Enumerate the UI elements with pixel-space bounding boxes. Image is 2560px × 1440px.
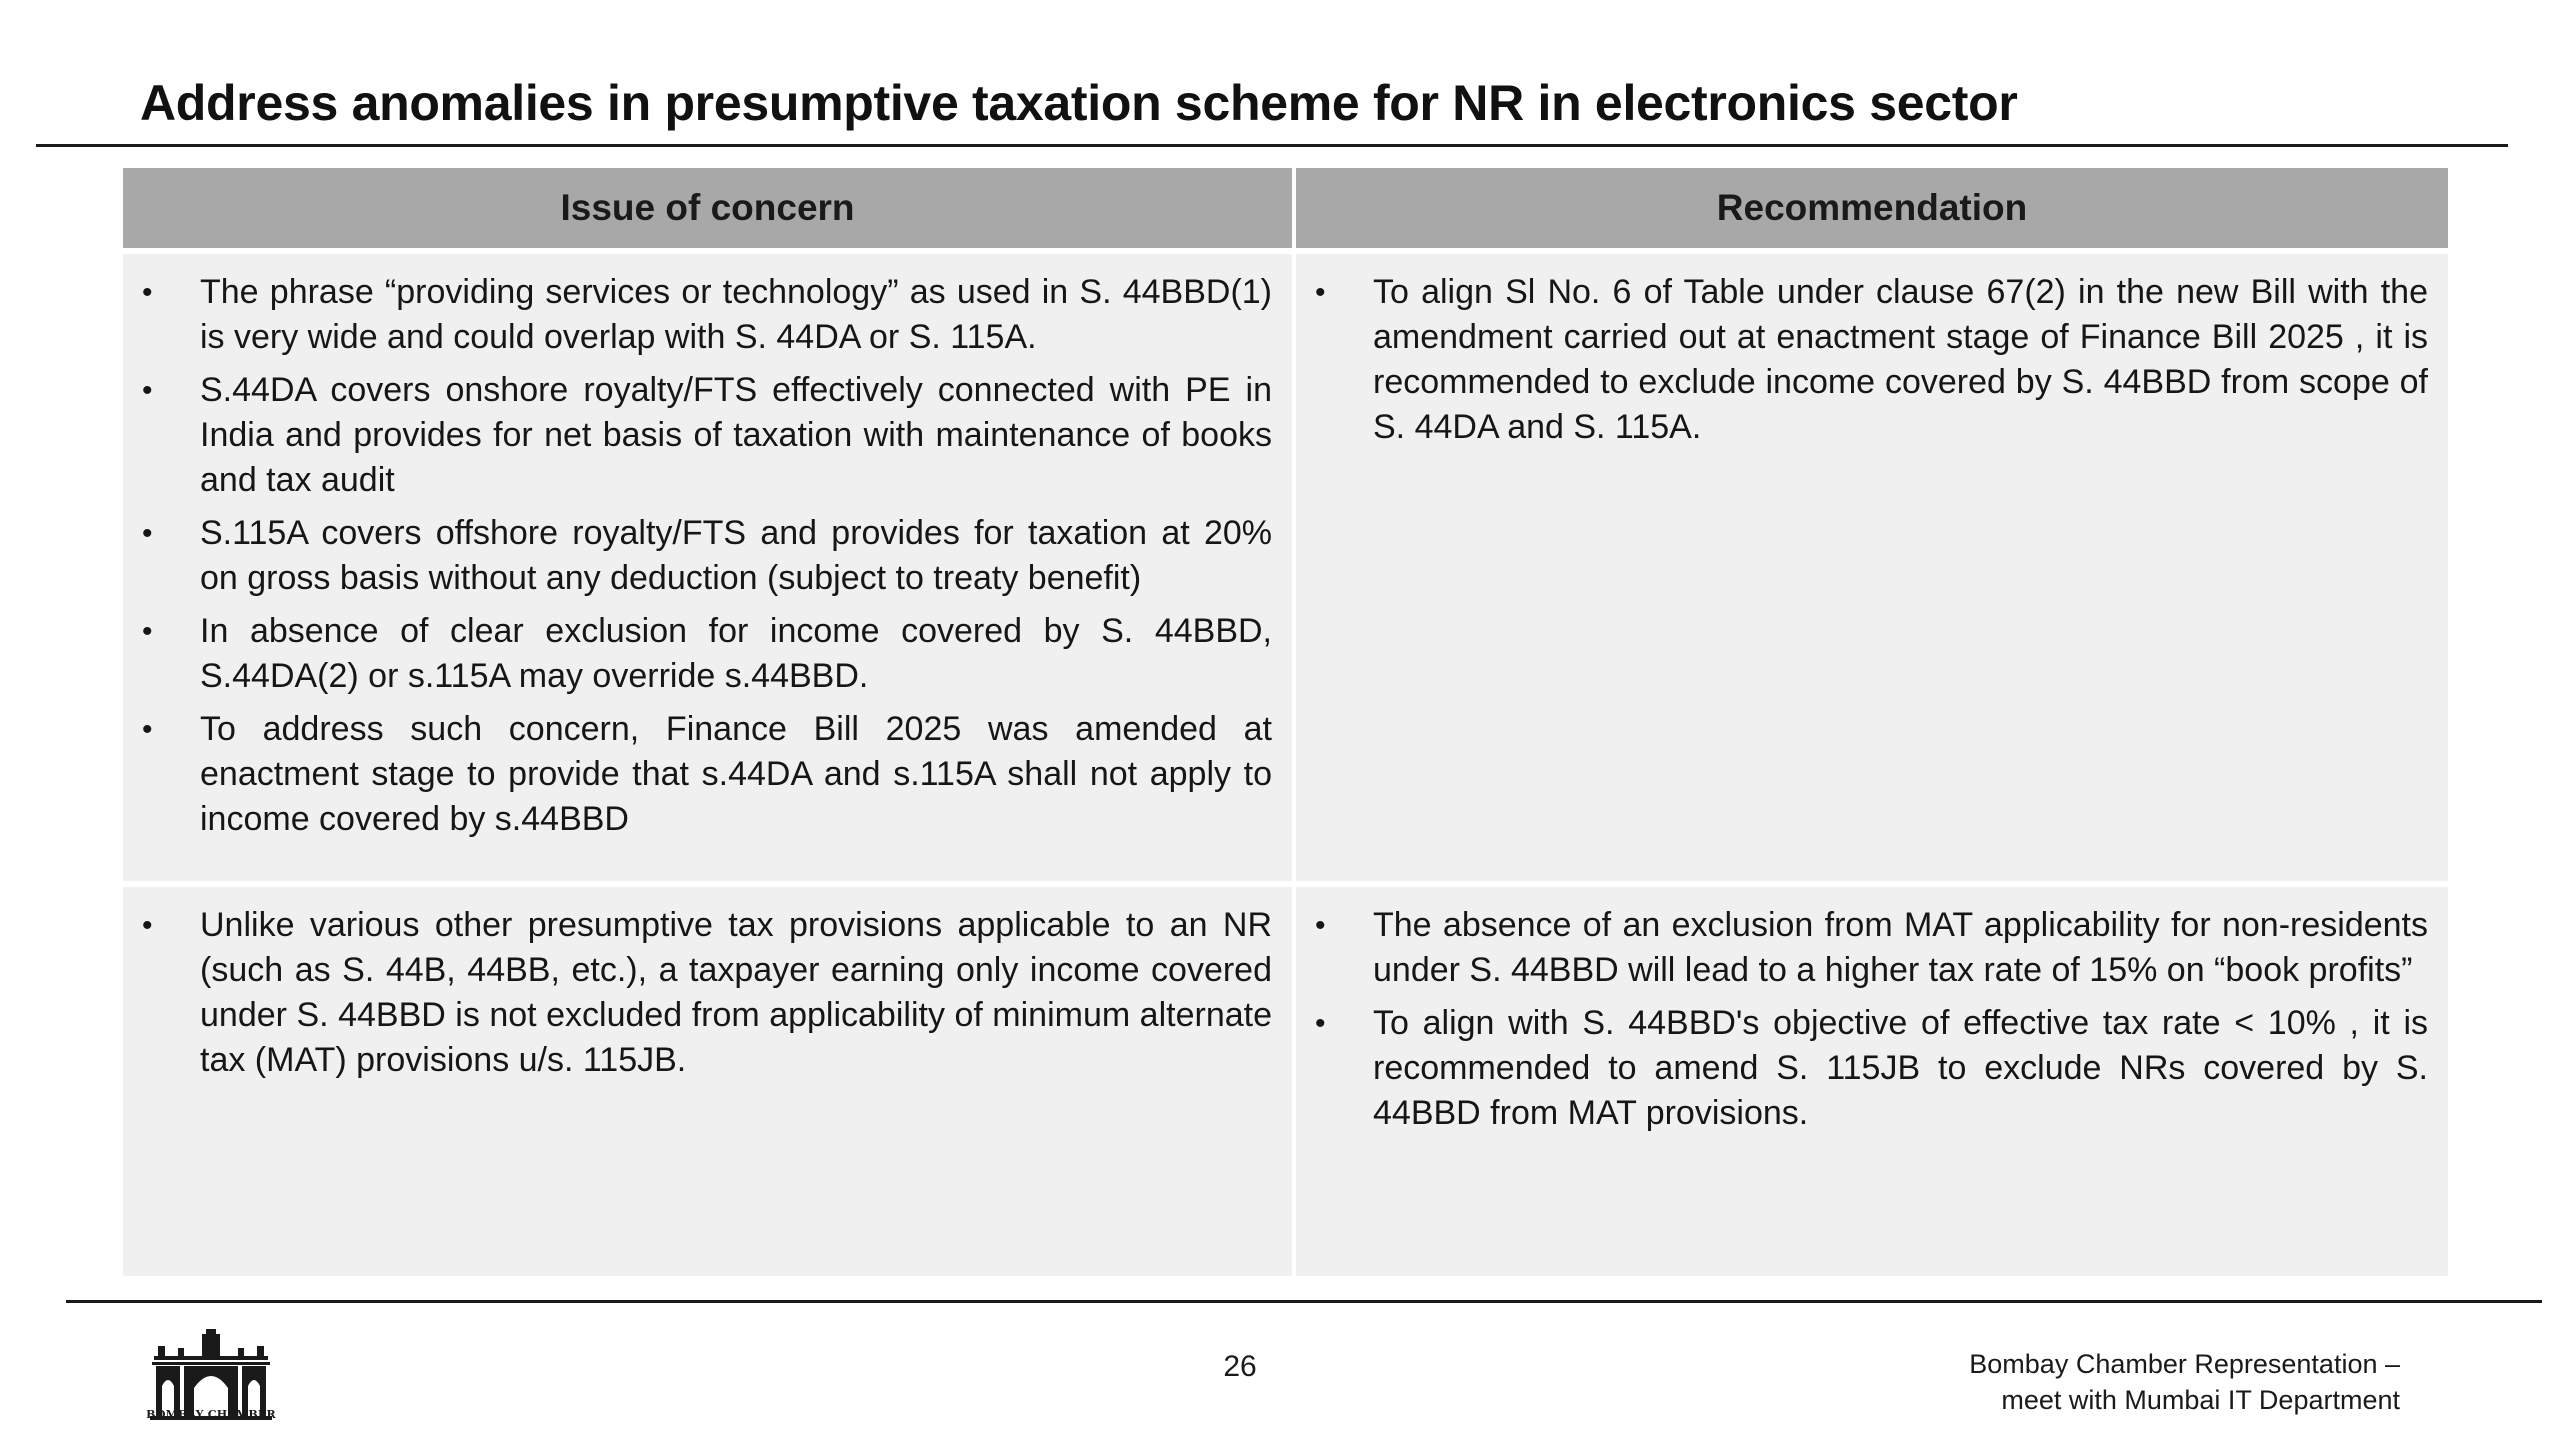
row-2-recommendation-2: • To align with S. 44BBD's objective of effective tax rate < 10% , it is recommended to amend S. 115JB to exclude NRs covered by S. 44BBD from MAT provisions. (1373, 1001, 2428, 1136)
header-recommendation: Recommendation (1296, 168, 2448, 248)
footer-divider (66, 1300, 2542, 1303)
row-1-issue-1: • The phrase “providing services or technology” as used in S. 44BBD(1) is very wide and could overlap with S. 44DA or S. 115A. (200, 270, 1272, 360)
row-2-recommendation-1: • The absence of an exclusion from MAT applicability for non-residents under S. 44BBD will lead to a higher tax rate of 15% on “book profits” (1373, 903, 2428, 993)
footer-caption (1969, 1346, 2400, 1418)
header-issue-of-concern: Issue of concern (123, 168, 1292, 248)
row-1-issue-2: • S.44DA covers onshore royalty/FTS effectively connected with PE in India and provides for net basis of taxation with maintenance of books and tax audit (200, 368, 1272, 503)
footer-caption-line-2: meet with Mumbai IT Department (2001, 1385, 2400, 1415)
logo-wordmark: BOMBAY CHAMBER (146, 1408, 276, 1421)
row-1-issue-cell (123, 254, 1292, 881)
row-2-recommendation-cell (1296, 887, 2448, 1276)
row-1-recommendation-1: • To align Sl No. 6 of Table under clause 67(2) in the new Bill with the amendment carried out at enactment stage of Finance Bill 2025 , it is recommended to exclude income covered by S. 44BBD from scope of S. 44DA and S. 115A. (1373, 270, 2428, 450)
row-1-issue-list (200, 270, 1272, 842)
row-2-issue-1: • Unlike various other presumptive tax provisions applicable to an NR (such as S. 44B, 44BB, etc.), a taxpayer earning only income covered under S. 44BBD is not excluded from applicability of minimum alternate tax (MAT) provisions u/s. 115JB. (200, 903, 1272, 1083)
title-divider (36, 144, 2508, 147)
row-2-recommendation-list (1373, 903, 2428, 1136)
footer-caption-line-1: Bombay Chamber Representation – (1969, 1349, 2400, 1379)
slide-title: Address anomalies in presumptive taxation scheme for NR in electronics sector (140, 75, 2018, 131)
row-1-issue-4: • In absence of clear exclusion for income covered by S. 44BBD, S.44DA(2) or s.115A may override s.44BBD. (200, 609, 1272, 699)
row-2-issue-list (200, 903, 1272, 1083)
gateway-arch-icon (150, 1328, 272, 1420)
row-2-issue-cell (123, 887, 1292, 1276)
row-1-issue-3: • S.115A covers offshore royalty/FTS and provides for taxation at 20% on gross basis without any deduction (subject to treaty benefit) (200, 511, 1272, 601)
recommendations-table (123, 168, 2448, 1276)
row-1-issue-5: • To address such concern, Finance Bill 2025 was amended at enactment stage to provide that s.44DA and s.115A shall not apply to income covered by s.44BBD (200, 707, 1272, 842)
row-1-recommendation-cell (1296, 254, 2448, 881)
page-number: 26 (1223, 1350, 1257, 1383)
row-1-recommendation-list (1373, 270, 2428, 450)
